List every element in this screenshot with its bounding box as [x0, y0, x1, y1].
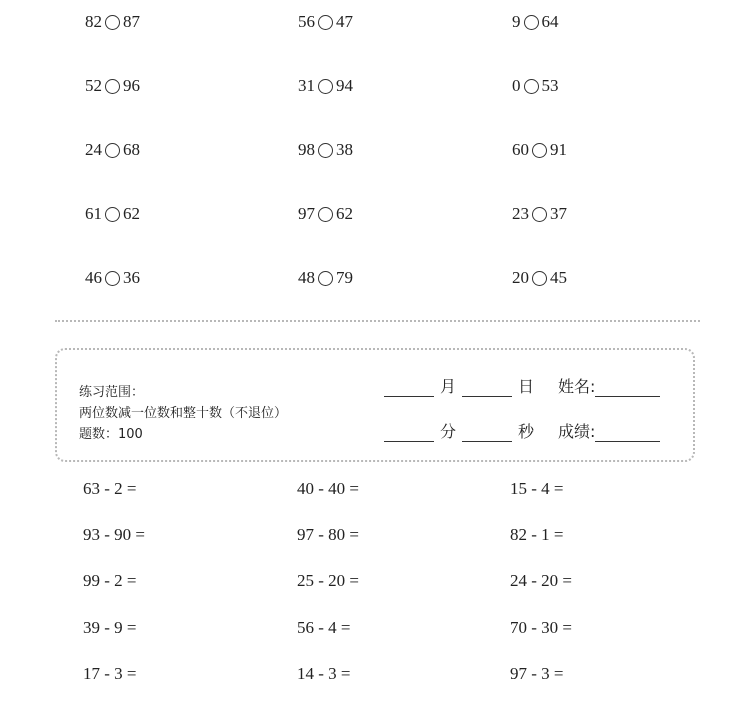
equation-item: 70 - 30 = — [510, 618, 572, 637]
right-number: 47 — [336, 12, 353, 31]
name-label: 姓名: — [558, 377, 596, 396]
equation-item: 97 - 80 = — [297, 525, 359, 544]
equation-item: 56 - 4 = — [297, 618, 351, 637]
right-number: 96 — [123, 76, 140, 95]
comparison-item — [512, 139, 567, 161]
equation-item: 14 - 3 = — [297, 664, 351, 683]
equation-item: 82 - 1 = — [510, 525, 564, 544]
comparison-item — [512, 267, 567, 289]
equation-item: 25 - 20 = — [297, 571, 359, 590]
answer-circle-icon[interactable] — [318, 207, 333, 222]
right-number: 37 — [550, 204, 567, 223]
left-number: 82 — [85, 12, 102, 31]
name-blank[interactable] — [595, 378, 660, 397]
equation-item: 99 - 2 = — [83, 571, 137, 590]
left-number: 9 — [512, 12, 521, 31]
answer-circle-icon[interactable] — [105, 207, 120, 222]
left-number: 52 — [85, 76, 102, 95]
left-number: 46 — [85, 268, 102, 287]
left-number: 98 — [298, 140, 315, 159]
equation-item: 40 - 40 = — [297, 479, 359, 498]
equation-item: 15 - 4 = — [510, 479, 564, 498]
answer-circle-icon[interactable] — [318, 143, 333, 158]
date-name-row — [384, 374, 660, 397]
score-label: 成绩: — [558, 422, 596, 441]
left-number: 56 — [298, 12, 315, 31]
right-number: 79 — [336, 268, 353, 287]
answer-circle-icon[interactable] — [105, 79, 120, 94]
answer-circle-icon[interactable] — [524, 15, 539, 30]
right-number: 64 — [541, 12, 559, 31]
right-number: 38 — [336, 140, 353, 159]
answer-circle-icon[interactable] — [318, 15, 333, 30]
left-number: 23 — [512, 204, 529, 223]
month-label: 月 — [440, 377, 457, 396]
equation-item: 17 - 3 = — [83, 664, 137, 683]
left-number: 97 — [298, 204, 315, 223]
answer-circle-icon[interactable] — [105, 15, 120, 30]
left-number: 31 — [298, 76, 315, 95]
answer-circle-icon[interactable] — [532, 207, 547, 222]
second-blank[interactable] — [462, 423, 512, 442]
answer-circle-icon[interactable] — [105, 271, 120, 286]
comparison-item — [85, 139, 140, 161]
score-blank[interactable] — [595, 423, 660, 442]
comparison-section — [0, 0, 750, 310]
second-label: 秒 — [518, 422, 535, 441]
right-number: 91 — [550, 140, 567, 159]
right-number: 36 — [123, 268, 140, 287]
answer-circle-icon[interactable] — [318, 271, 333, 286]
range-text: 两位数减一位数和整十数（不退位） — [79, 406, 288, 421]
answer-circle-icon[interactable] — [318, 79, 333, 94]
range-label: 练习范围： — [79, 385, 145, 400]
right-number: 53 — [541, 76, 559, 95]
comparison-item — [298, 139, 353, 161]
right-number: 68 — [123, 140, 140, 159]
answer-circle-icon[interactable] — [532, 271, 547, 286]
day-label: 日 — [518, 377, 535, 396]
right-number: 62 — [123, 204, 140, 223]
comparison-item — [298, 267, 353, 289]
right-number: 45 — [550, 268, 567, 287]
right-number: 87 — [123, 12, 140, 31]
comparison-item — [298, 203, 353, 225]
month-blank[interactable] — [384, 378, 434, 397]
right-number: 62 — [336, 204, 353, 223]
comparison-item — [512, 203, 567, 225]
comparison-item — [85, 75, 140, 97]
comparison-item — [85, 11, 140, 33]
minute-label: 分 — [440, 422, 457, 441]
comparison-item — [512, 75, 559, 97]
right-number: 94 — [336, 76, 353, 95]
comparison-item — [512, 11, 559, 33]
left-number: 20 — [512, 268, 529, 287]
comparison-item — [298, 75, 353, 97]
answer-circle-icon[interactable] — [524, 79, 539, 94]
answer-circle-icon[interactable] — [105, 143, 120, 158]
equation-item: 97 - 3 = — [510, 664, 564, 683]
comparison-item — [85, 267, 140, 289]
left-number: 48 — [298, 268, 315, 287]
dotted-divider — [55, 320, 700, 322]
day-blank[interactable] — [462, 378, 512, 397]
worksheet-info-box — [55, 348, 695, 462]
left-number: 60 — [512, 140, 529, 159]
equation-item: 24 - 20 = — [510, 571, 572, 590]
time-score-row — [384, 419, 660, 442]
answer-circle-icon[interactable] — [532, 143, 547, 158]
comparison-item — [85, 203, 140, 225]
question-count: 题数：100 — [79, 427, 143, 442]
left-number: 61 — [85, 204, 102, 223]
comparison-item — [298, 11, 353, 33]
equation-item: 63 - 2 = — [83, 479, 137, 498]
minute-blank[interactable] — [384, 423, 434, 442]
equation-item: 93 - 90 = — [83, 525, 145, 544]
left-number: 24 — [85, 140, 102, 159]
equation-item: 39 - 9 = — [83, 618, 137, 637]
left-number: 0 — [512, 76, 521, 95]
